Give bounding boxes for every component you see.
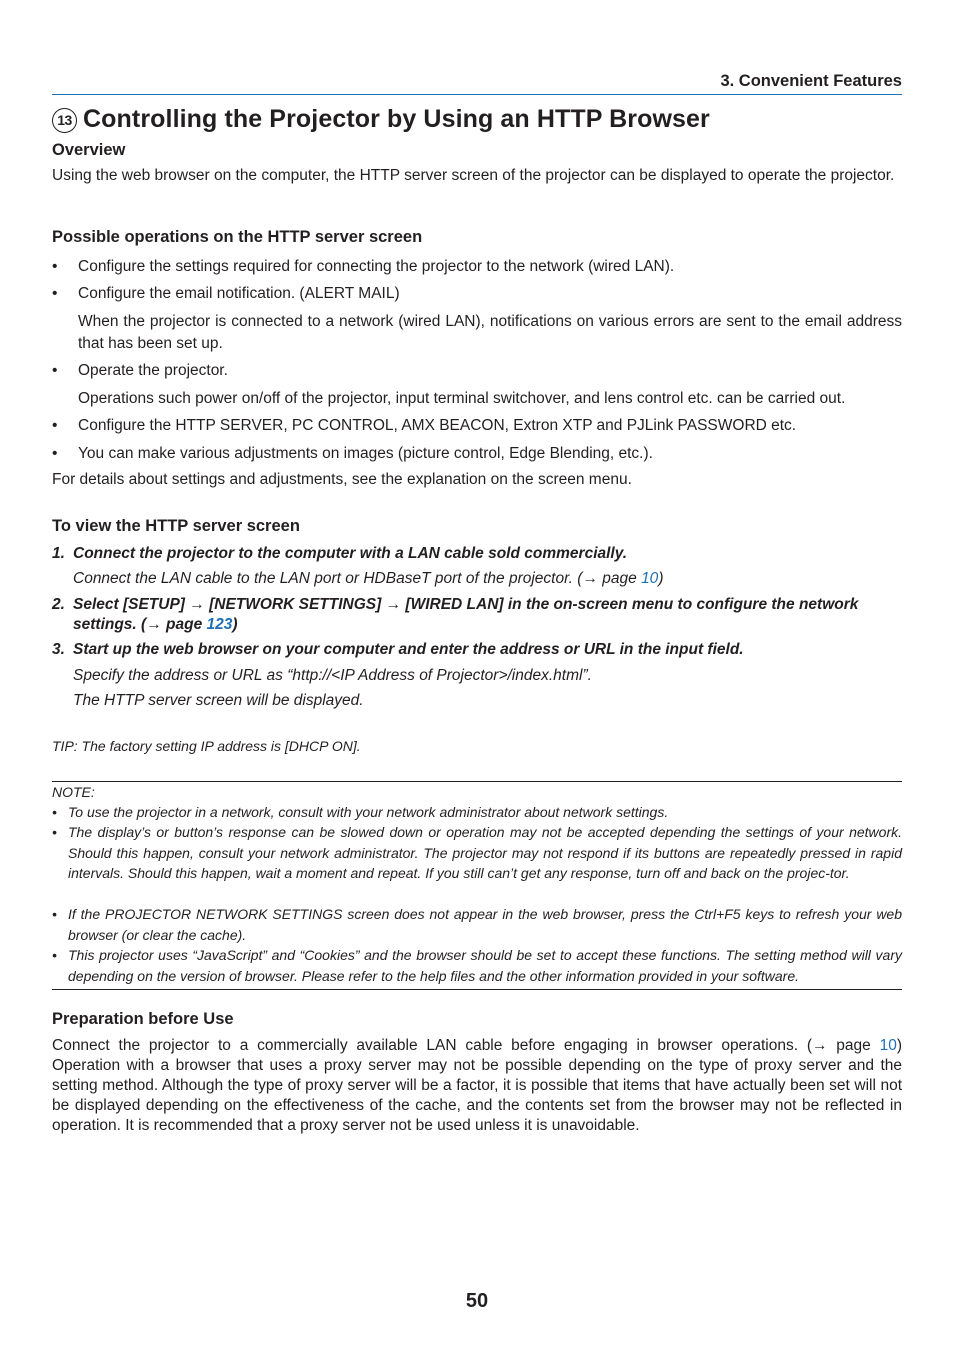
note-item-text: The display’s or button’s response can be slowed down or operation may not be accepted depending the settings of your network. Should this happen, consult your network administrator. The projector may not respond if its buttons are repeatedly pressed in rapid intervals. Should this happen, wait a moment and repeat. If you still can’t get any response, turn off and back on the projec-tor. [68,824,902,881]
view-http-heading: To view the HTTP server screen [52,517,300,535]
page-link[interactable]: 10 [641,570,659,587]
note-box [52,781,902,990]
preparation-text [52,1036,902,1136]
bullet-icon: • [52,362,58,379]
list-item-text: Operate the projector. [78,362,228,379]
step-detail-text: Connect the LAN cable to the LAN port or HDBaseT port of the projector. (→ page [73,570,642,587]
note-item-text: This projector uses “JavaScript” and “Cookies” and the browser should be set to accept these functions. The setting method will vary depending on the version of browser. Please refer to the help files and the other information provided in your software. [68,947,902,984]
circled-number-icon: 13 [52,108,77,133]
page-link[interactable]: 123 [206,616,233,633]
note-title: NOTE: [52,784,95,800]
bullet-icon: • [52,947,57,963]
step-number: 1. [52,545,65,562]
list-item-text: Configure the email notification. (ALERT MAIL) [78,285,400,302]
page-title-text: Controlling the Projector by Using an HTTP Browser [83,105,710,133]
overview-heading: Overview [52,141,126,159]
tip-text: TIP: The factory setting IP address is [DHCP ON]. [52,738,361,754]
list-item-detail: Operations such power on/off of the projector, input terminal switchover, and lens control etc. can be carried out. [78,390,846,407]
page-title [52,105,710,134]
bullet-icon: • [52,445,58,462]
step-number: 3. [52,641,65,658]
preparation-text-part: ) Operation with a browser that uses a proxy server may not be possible depending on the type of proxy server and the setting method. Although the type of proxy server will be a factor, it is possible that items that have actually been set will not be displayed depending on the effectiveness of the cache, and the contents set from the browser may not be reflected in operation. It is recommended that a proxy server not be used unless it is unavoidable. [52,1037,902,1134]
possible-operations-heading: Possible operations on the HTTP server screen [52,228,423,246]
step-text-part: Select [SETUP] → [NETWORK SETTINGS] → [WIRED LAN] in the on-screen menu to configure the network settings. (→ page [73,596,859,633]
page-number: 50 [465,1290,489,1312]
section-title: 3. Convenient Features [720,72,902,90]
list-item-text: You can make various adjustments on images (picture control, Edge Blending, etc.). [78,445,653,462]
section-header [52,72,902,95]
step-number: 2. [52,596,65,613]
list-item-text: Configure the settings required for connecting the projector to the network (wired LAN). [78,258,675,275]
list-item-detail: When the projector is connected to a network (wired LAN), notifications on various errors are sent to the email address that has been set up. [78,313,902,352]
preparation-heading: Preparation before Use [52,1010,234,1028]
note-item-text: If the PROJECTOR NETWORK SETTINGS screen does not appear in the web browser, press the Ctrl+F5 keys to refresh your web browser (or clear the cache). [68,906,902,943]
preparation-text-part: Connect the projector to a commercially available LAN cable before engaging in browser operations. (→ page [52,1037,880,1054]
note-item-text: To use the projector in a network, consult with your network administrator about network settings. [68,804,669,820]
bullet-icon: • [52,804,57,820]
list-item-text: Configure the HTTP SERVER, PC CONTROL, AMX BEACON, Extron XTP and PJLink PASSWORD etc. [78,417,797,434]
bullet-icon: • [52,906,57,922]
step-text: Connect the projector to the computer with a LAN cable sold commercially. [73,545,628,562]
step-text: Start up the web browser on your computer and enter the address or URL in the input field. [73,641,744,658]
step-text-part: ) [232,616,238,633]
step-detail: Specify the address or URL as “http://<IP Address of Projector>/index.html”. [73,667,592,684]
step-detail [73,569,902,589]
step-text [73,595,902,635]
overview-text: Using the web browser on the computer, the HTTP server screen of the projector can be displayed to operate the projector. [52,167,895,184]
step-detail: The HTTP server screen will be displayed. [73,692,364,709]
page-link[interactable]: 10 [879,1037,897,1054]
possible-operations-footer: For details about settings and adjustments, see the explanation on the screen menu. [52,471,632,488]
bullet-icon: • [52,285,58,302]
bullet-icon: • [52,258,58,275]
bullet-icon: • [52,417,58,434]
bullet-icon: • [52,824,57,840]
step-detail-text: ) [658,570,664,587]
